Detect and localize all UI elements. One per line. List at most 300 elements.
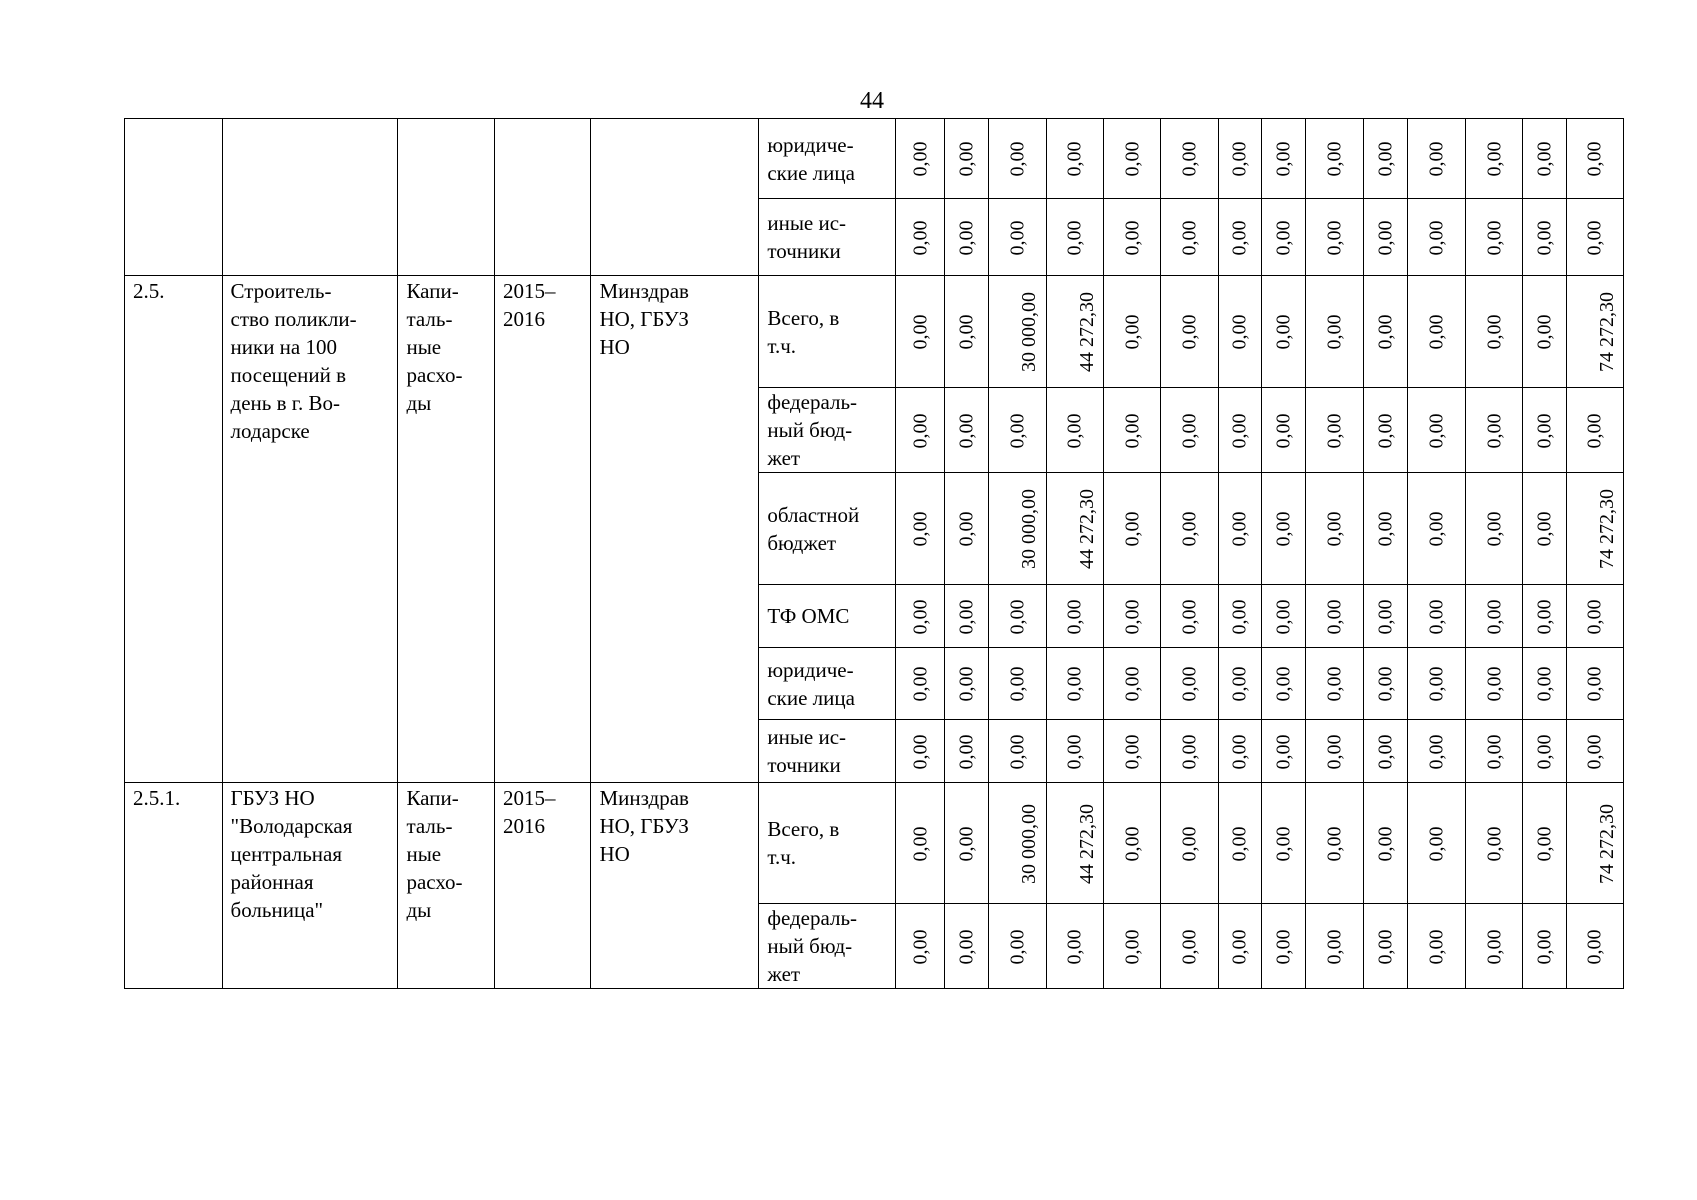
amount-value: 0,00 (1063, 666, 1086, 702)
amount-value: 0,00 (909, 511, 932, 547)
item-name: Строитель- ство поликли- ники на 100 посещений в день в г. Во- лодарске (230, 279, 357, 443)
amount-value: 0,00 (955, 413, 978, 448)
amount-value: 0,00 (1425, 141, 1448, 177)
amount-cell (1566, 904, 1624, 989)
amount-cell (1046, 904, 1103, 989)
funding-source: Всего, в т.ч. (767, 305, 840, 358)
funding-source: федераль- ный бюд- жет (767, 906, 858, 986)
amount-cell (1407, 199, 1465, 276)
amount-value: 44 272,30 (1075, 292, 1098, 372)
amount-cell (1407, 648, 1465, 720)
amount-value: 0,00 (1483, 826, 1506, 861)
amount-cell (1523, 388, 1566, 473)
amount-cell (1566, 199, 1624, 276)
amount-cell (896, 648, 945, 720)
amount-cell (1465, 276, 1522, 388)
amount-value: 0,00 (955, 666, 978, 702)
amount-cell (1261, 648, 1305, 720)
amount-cell (945, 783, 988, 904)
amount-cell (1364, 720, 1407, 783)
amount-cell (1161, 585, 1218, 648)
amount-cell (1261, 388, 1305, 473)
amount-cell (896, 904, 945, 989)
amount-cell (1566, 648, 1624, 720)
amount-value: 0,00 (1483, 666, 1506, 702)
expense-type-cell (398, 276, 495, 783)
amount-cell (1046, 720, 1103, 783)
amount-value: 0,00 (1121, 666, 1144, 702)
item-name-cell (222, 783, 398, 989)
amount-value: 0,00 (1272, 314, 1295, 350)
funding-source-cell (759, 473, 896, 585)
amount-cell (1566, 585, 1624, 648)
amount-value: 0,00 (1178, 666, 1201, 702)
implementation-years-cell (494, 783, 591, 989)
amount-value: 0,00 (1178, 413, 1201, 448)
amount-cell (1523, 585, 1566, 648)
amount-cell (1161, 648, 1218, 720)
amount-cell (1364, 388, 1407, 473)
amount-value: 0,00 (1121, 929, 1144, 964)
implementation-years: 2015– 2016 (502, 279, 556, 331)
amount-value: 0,00 (1228, 314, 1251, 350)
amount-cell (1566, 473, 1624, 585)
funding-source: федераль- ный бюд- жет (767, 390, 858, 470)
amount-cell (1465, 199, 1522, 276)
amount-value: 44 272,30 (1075, 803, 1098, 884)
amount-value: 0,00 (1323, 141, 1346, 177)
amount-cell (1161, 473, 1218, 585)
amount-cell (1407, 276, 1465, 388)
amount-value: 0,00 (909, 141, 932, 177)
amount-cell (1523, 783, 1566, 904)
amount-value: 0,00 (1323, 734, 1346, 769)
amount-value: 0,00 (1323, 599, 1346, 634)
amount-value: 0,00 (1425, 599, 1448, 634)
expense-type-cell (398, 783, 495, 989)
amount-value: 0,00 (1272, 413, 1295, 448)
amount-value: 0,00 (1272, 734, 1295, 769)
amount-cell (988, 783, 1046, 904)
amount-cell (1407, 783, 1465, 904)
amount-value: 0,00 (1121, 826, 1144, 861)
amount-value: 0,00 (1178, 511, 1201, 547)
amount-cell (1161, 720, 1218, 783)
amount-value: 0,00 (1323, 413, 1346, 448)
amount-value: 0,00 (1006, 413, 1029, 448)
amount-value: 0,00 (1374, 314, 1397, 350)
amount-value: 0,00 (1533, 511, 1556, 547)
amount-cell (1523, 276, 1566, 388)
amount-cell (1261, 720, 1305, 783)
amount-value: 0,00 (1178, 141, 1201, 177)
amount-value: 0,00 (1178, 599, 1201, 634)
program-financing-table (124, 118, 1624, 989)
table-row (125, 783, 1624, 904)
amount-value: 0,00 (1583, 141, 1606, 177)
executor-cell (591, 783, 759, 989)
funding-source-cell (759, 783, 896, 904)
amount-cell (1407, 388, 1465, 473)
amount-cell (1523, 720, 1566, 783)
amount-cell (1161, 904, 1218, 989)
funding-source: иные ис- точники (767, 211, 847, 263)
amount-value: 0,00 (909, 929, 932, 964)
amount-value: 74 272,30 (1595, 292, 1618, 372)
amount-cell (1306, 904, 1364, 989)
amount-cell (945, 388, 988, 473)
amount-cell (988, 585, 1046, 648)
amount-cell (1261, 199, 1305, 276)
amount-value: 0,00 (1583, 599, 1606, 634)
amount-cell (1364, 783, 1407, 904)
amount-cell (1218, 119, 1261, 199)
amount-cell (1364, 648, 1407, 720)
amount-value: 0,00 (1483, 413, 1506, 448)
table-row (125, 119, 1624, 199)
amount-value: 0,00 (1121, 599, 1144, 634)
amount-value: 0,00 (1121, 220, 1144, 255)
amount-cell (1161, 276, 1218, 388)
amount-cell (1364, 473, 1407, 585)
amount-cell (988, 720, 1046, 783)
amount-cell (1104, 119, 1161, 199)
amount-value: 0,00 (1533, 413, 1556, 448)
amount-cell (1306, 720, 1364, 783)
amount-value: 0,00 (1228, 734, 1251, 769)
amount-cell (1407, 119, 1465, 199)
amount-value: 0,00 (1006, 141, 1029, 177)
amount-value: 0,00 (1483, 314, 1506, 350)
amount-value: 0,00 (1583, 413, 1606, 448)
amount-value: 0,00 (1063, 599, 1086, 634)
amount-cell (1261, 585, 1305, 648)
amount-value: 74 272,30 (1595, 489, 1618, 569)
funding-source-cell (759, 119, 896, 199)
amount-cell (1161, 119, 1218, 199)
amount-value: 0,00 (1063, 929, 1086, 964)
funding-source: юридиче- ские лица (767, 657, 855, 710)
amount-value: 0,00 (1483, 929, 1506, 964)
amount-cell (1046, 199, 1103, 276)
amount-value: 0,00 (1425, 511, 1448, 547)
amount-cell (896, 388, 945, 473)
amount-value: 0,00 (1583, 929, 1606, 964)
amount-cell (1161, 783, 1218, 904)
amount-value: 0,00 (955, 141, 978, 177)
amount-value: 0,00 (1006, 220, 1029, 255)
amount-value: 0,00 (1425, 666, 1448, 702)
amount-cell (988, 119, 1046, 199)
amount-cell (1218, 783, 1261, 904)
amount-cell (988, 648, 1046, 720)
executor-cell (591, 119, 759, 276)
amount-cell (1104, 388, 1161, 473)
amount-cell (1465, 119, 1522, 199)
funding-source-cell (759, 388, 896, 473)
amount-value: 0,00 (1425, 826, 1448, 861)
item-code-cell (125, 119, 223, 276)
executor-cell (591, 276, 759, 783)
amount-cell (1364, 119, 1407, 199)
amount-cell (1465, 783, 1522, 904)
amount-value: 0,00 (1374, 141, 1397, 177)
amount-cell (1407, 904, 1465, 989)
amount-cell (1306, 783, 1364, 904)
amount-value: 0,00 (1583, 220, 1606, 255)
implementation-years-cell (494, 276, 591, 783)
amount-cell (1465, 904, 1522, 989)
amount-cell (1566, 388, 1624, 473)
amount-value: 0,00 (1006, 666, 1029, 702)
amount-value: 0,00 (909, 314, 932, 350)
amount-value: 0,00 (1533, 141, 1556, 177)
funding-source-cell (759, 199, 896, 276)
amount-value: 0,00 (1272, 826, 1295, 861)
amount-value: 0,00 (1425, 314, 1448, 350)
item-name-cell (222, 119, 398, 276)
amount-value: 0,00 (1374, 413, 1397, 448)
amount-value: 0,00 (1323, 826, 1346, 861)
amount-value: 74 272,30 (1595, 803, 1618, 884)
amount-cell (1566, 276, 1624, 388)
amount-value: 30 000,00 (1017, 803, 1040, 884)
amount-value: 0,00 (909, 826, 932, 861)
amount-cell (945, 276, 988, 388)
item-code-cell (125, 276, 223, 783)
amount-value: 0,00 (1374, 826, 1397, 861)
amount-value: 0,00 (1374, 220, 1397, 255)
amount-cell (945, 199, 988, 276)
amount-cell (1046, 276, 1103, 388)
amount-value: 0,00 (1533, 314, 1556, 350)
amount-value: 0,00 (1533, 599, 1556, 634)
amount-cell (1104, 648, 1161, 720)
amount-cell (1407, 720, 1465, 783)
amount-value: 0,00 (1323, 929, 1346, 964)
amount-cell (1104, 276, 1161, 388)
amount-value: 0,00 (955, 220, 978, 255)
amount-cell (1104, 473, 1161, 585)
amount-cell (896, 199, 945, 276)
amount-value: 0,00 (1583, 666, 1606, 702)
amount-value: 0,00 (1323, 666, 1346, 702)
funding-source-cell (759, 648, 896, 720)
amount-cell (1261, 276, 1305, 388)
amount-cell (896, 585, 945, 648)
amount-cell (1161, 388, 1218, 473)
amount-value: 30 000,00 (1017, 292, 1040, 372)
amount-value: 0,00 (1425, 929, 1448, 964)
amount-value: 0,00 (1121, 413, 1144, 448)
amount-cell (1306, 199, 1364, 276)
amount-value: 44 272,30 (1075, 489, 1098, 569)
executor: Минздрав НО, ГБУЗ НО (599, 786, 689, 866)
amount-cell (1364, 276, 1407, 388)
amount-value: 0,00 (955, 929, 978, 964)
funding-source: областной бюджет (767, 502, 860, 555)
amount-value: 0,00 (1228, 929, 1251, 964)
funding-source-cell (759, 276, 896, 388)
amount-cell (1218, 276, 1261, 388)
amount-value: 0,00 (1272, 666, 1295, 702)
amount-value: 0,00 (1121, 734, 1144, 769)
amount-value: 0,00 (1583, 734, 1606, 769)
amount-value: 0,00 (1228, 220, 1251, 255)
item-code-cell (125, 783, 223, 989)
amount-value: 0,00 (1374, 666, 1397, 702)
amount-value: 0,00 (1178, 734, 1201, 769)
amount-value: 0,00 (1533, 826, 1556, 861)
amount-value: 0,00 (1006, 599, 1029, 634)
amount-cell (1218, 388, 1261, 473)
amount-cell (1218, 585, 1261, 648)
amount-value: 0,00 (1006, 929, 1029, 964)
amount-cell (988, 199, 1046, 276)
amount-value: 0,00 (1374, 929, 1397, 964)
amount-cell (1465, 473, 1522, 585)
amount-value: 0,00 (1063, 734, 1086, 769)
amount-cell (1566, 720, 1624, 783)
amount-cell (1465, 388, 1522, 473)
amount-value: 0,00 (1483, 734, 1506, 769)
amount-value: 0,00 (1121, 141, 1144, 177)
amount-value: 0,00 (955, 734, 978, 769)
amount-cell (1161, 199, 1218, 276)
amount-cell (945, 473, 988, 585)
amount-value: 0,00 (1228, 141, 1251, 177)
funding-source-cell (759, 904, 896, 989)
implementation-years: 2015– 2016 (502, 786, 556, 838)
amount-value: 0,00 (1425, 220, 1448, 255)
amount-cell (1261, 783, 1305, 904)
amount-value: 0,00 (1483, 220, 1506, 255)
amount-value: 0,00 (1533, 734, 1556, 769)
amount-value: 0,00 (1533, 666, 1556, 702)
amount-cell (1566, 119, 1624, 199)
amount-value: 0,00 (909, 734, 932, 769)
amount-cell (1364, 199, 1407, 276)
amount-cell (1104, 585, 1161, 648)
expense-type: Капи- таль- ные расхо- ды (406, 786, 463, 922)
funding-source: Всего, в т.ч. (767, 817, 840, 869)
amount-cell (1104, 199, 1161, 276)
amount-cell (1407, 585, 1465, 648)
amount-value: 0,00 (1323, 314, 1346, 350)
amount-cell (1306, 276, 1364, 388)
amount-value: 0,00 (1272, 511, 1295, 547)
amount-cell (945, 119, 988, 199)
amount-cell (1261, 473, 1305, 585)
amount-value: 0,00 (909, 413, 932, 448)
amount-cell (896, 276, 945, 388)
amount-value: 0,00 (1272, 220, 1295, 255)
amount-cell (1046, 388, 1103, 473)
amount-value: 0,00 (909, 220, 932, 255)
amount-cell (945, 720, 988, 783)
amount-value: 0,00 (1323, 511, 1346, 547)
amount-cell (1218, 648, 1261, 720)
amount-value: 0,00 (1374, 511, 1397, 547)
amount-cell (1306, 648, 1364, 720)
amount-cell (896, 783, 945, 904)
amount-cell (945, 648, 988, 720)
item-name: ГБУЗ НО "Володарская центральная районная больница" (230, 786, 353, 922)
amount-cell (1046, 119, 1103, 199)
amount-cell (988, 388, 1046, 473)
amount-value: 0,00 (1178, 826, 1201, 861)
amount-value: 0,00 (1533, 929, 1556, 964)
amount-value: 0,00 (1483, 511, 1506, 547)
amount-value: 0,00 (1178, 929, 1201, 964)
amount-cell (1218, 473, 1261, 585)
amount-value: 0,00 (1121, 314, 1144, 350)
amount-value: 0,00 (1272, 141, 1295, 177)
amount-cell (896, 473, 945, 585)
amount-value: 0,00 (955, 826, 978, 861)
funding-source: ТФ ОМС (767, 604, 850, 628)
amount-cell (1046, 648, 1103, 720)
amount-cell (1364, 585, 1407, 648)
amount-cell (1306, 388, 1364, 473)
amount-value: 0,00 (909, 666, 932, 702)
amount-cell (896, 119, 945, 199)
amount-value: 0,00 (1228, 413, 1251, 448)
funding-source-cell (759, 720, 896, 783)
amount-cell (988, 904, 1046, 989)
amount-cell (1046, 473, 1103, 585)
amount-value: 0,00 (1483, 599, 1506, 634)
amount-cell (988, 276, 1046, 388)
amount-value: 0,00 (1228, 511, 1251, 547)
amount-value: 0,00 (1323, 220, 1346, 255)
amount-value: 0,00 (1483, 141, 1506, 177)
amount-cell (1523, 904, 1566, 989)
amount-cell (1046, 585, 1103, 648)
executor: Минздрав НО, ГБУЗ НО (599, 279, 689, 359)
amount-value: 0,00 (1063, 413, 1086, 448)
amount-value: 0,00 (1178, 220, 1201, 255)
amount-cell (1407, 473, 1465, 585)
amount-value: 0,00 (909, 599, 932, 634)
funding-source: иные ис- точники (767, 725, 847, 777)
amount-cell (1523, 473, 1566, 585)
amount-value: 0,00 (1121, 511, 1144, 547)
expense-type-cell (398, 119, 495, 276)
amount-value: 0,00 (1425, 734, 1448, 769)
amount-cell (1104, 783, 1161, 904)
amount-cell (945, 904, 988, 989)
amount-cell (1046, 783, 1103, 904)
amount-value: 0,00 (1063, 220, 1086, 255)
amount-value: 30 000,00 (1017, 489, 1040, 569)
funding-source: юридиче- ские лица (767, 132, 855, 185)
expense-type: Капи- таль- ные расхо- ды (406, 279, 463, 415)
amount-value: 0,00 (1006, 734, 1029, 769)
amount-cell (945, 585, 988, 648)
amount-value: 0,00 (1425, 413, 1448, 448)
amount-cell (1306, 119, 1364, 199)
page-number: 44 (860, 88, 884, 114)
amount-value: 0,00 (955, 599, 978, 634)
amount-value: 0,00 (1272, 929, 1295, 964)
item-code: 2.5.1. (133, 786, 181, 810)
amount-value: 0,00 (1533, 220, 1556, 255)
table-row (125, 276, 1624, 388)
amount-cell (1218, 904, 1261, 989)
amount-cell (1523, 199, 1566, 276)
amount-cell (1523, 648, 1566, 720)
